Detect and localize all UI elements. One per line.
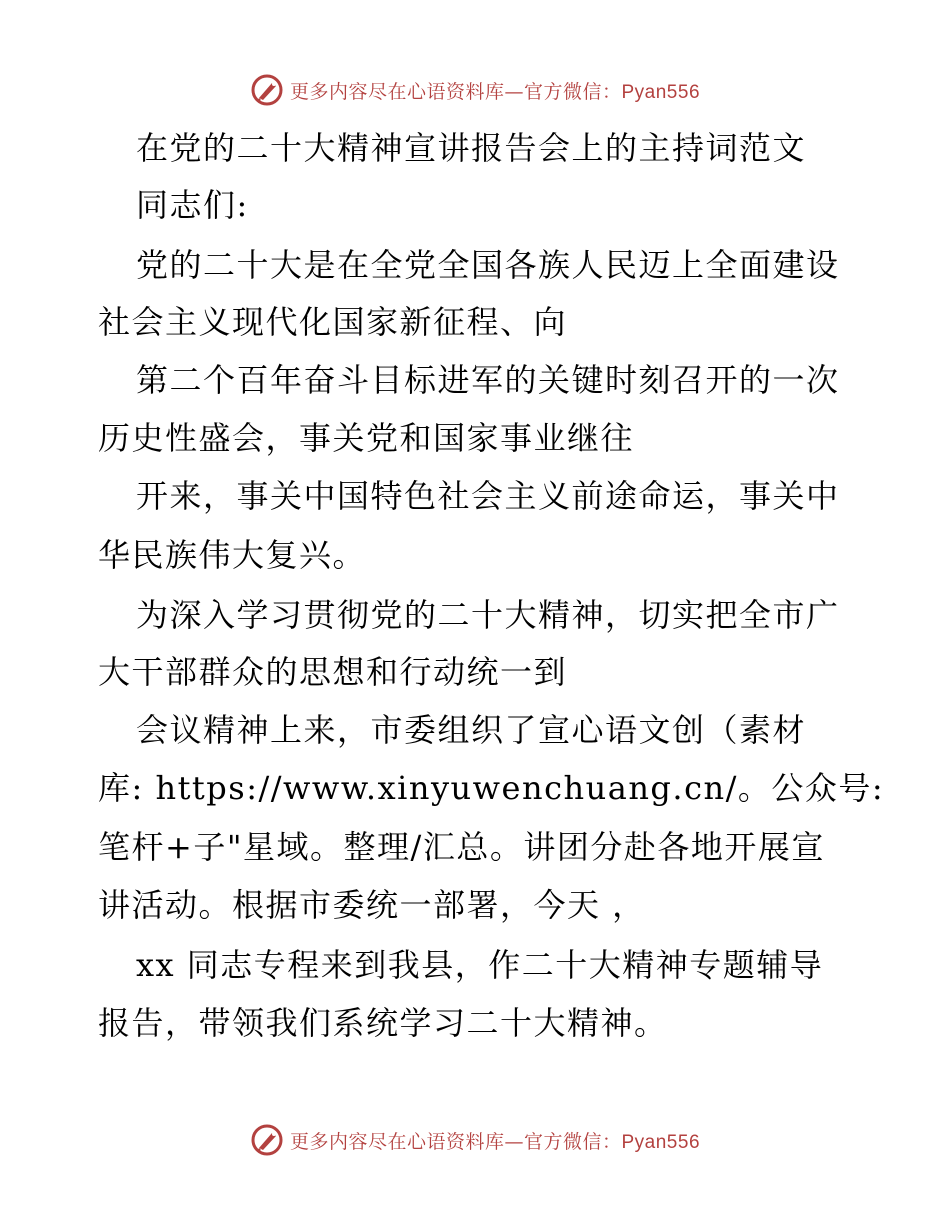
paragraph-line: 第二个百年奋斗目标进军的关键时刻召开的一次 — [136, 361, 840, 399]
header-banner-text: 更多内容尽在心语资料库—官方微信：Pyan556 — [289, 80, 701, 103]
header-banner — [0, 70, 950, 110]
paragraph-line: xx 同志专程来到我县，作二十大精神专题辅导 — [136, 946, 824, 984]
pen-logo-icon — [250, 73, 284, 107]
paragraph-line: 大干部群众的思想和行动统一到 — [98, 653, 568, 691]
paragraph-line: 笔杆+子"星域。整理/汇总。讲团分赴各地开展宣 — [98, 828, 825, 866]
paragraph-line: 社会主义现代化国家新征程、向 — [98, 303, 568, 341]
paragraph-line: 开来，事关中国特色社会主义前途命运，事关中 — [136, 477, 840, 515]
paragraph-line: 讲活动。根据市委统一部署，今天 ， — [98, 886, 646, 924]
paragraph-line: 会议精神上来，市委组织了宣心语文创（素材 — [136, 711, 807, 749]
pen-logo-icon — [250, 1123, 284, 1157]
paragraph-line: 历史性盛会，事关党和国家事业继往 — [98, 419, 635, 457]
paragraph-line: 华民族伟大复兴。 — [98, 536, 367, 574]
paragraph-line: 为深入学习贯彻党的二十大精神，切实把全市广 — [136, 596, 840, 634]
footer-banner-text: 更多内容尽在心语资料库—官方微信：Pyan556 — [289, 1130, 701, 1153]
footer-banner — [0, 1120, 950, 1160]
footer-wechat-id: Pyan556 — [621, 1131, 701, 1153]
paragraph-line: 报告，带领我们系统学习二十大精神。 — [98, 1004, 668, 1042]
header-wechat-id: Pyan556 — [621, 81, 701, 103]
paragraph-line: 党的二十大是在全党全国各族人民迈上全面建设 — [136, 246, 840, 284]
salutation: 同志们: — [136, 186, 249, 224]
document-title: 在党的二十大精神宣讲报告会上的主持词范文 — [136, 129, 807, 167]
paragraph-line: 库: https://www.xinyuwenchuang.cn/。公众号: — [98, 769, 885, 807]
